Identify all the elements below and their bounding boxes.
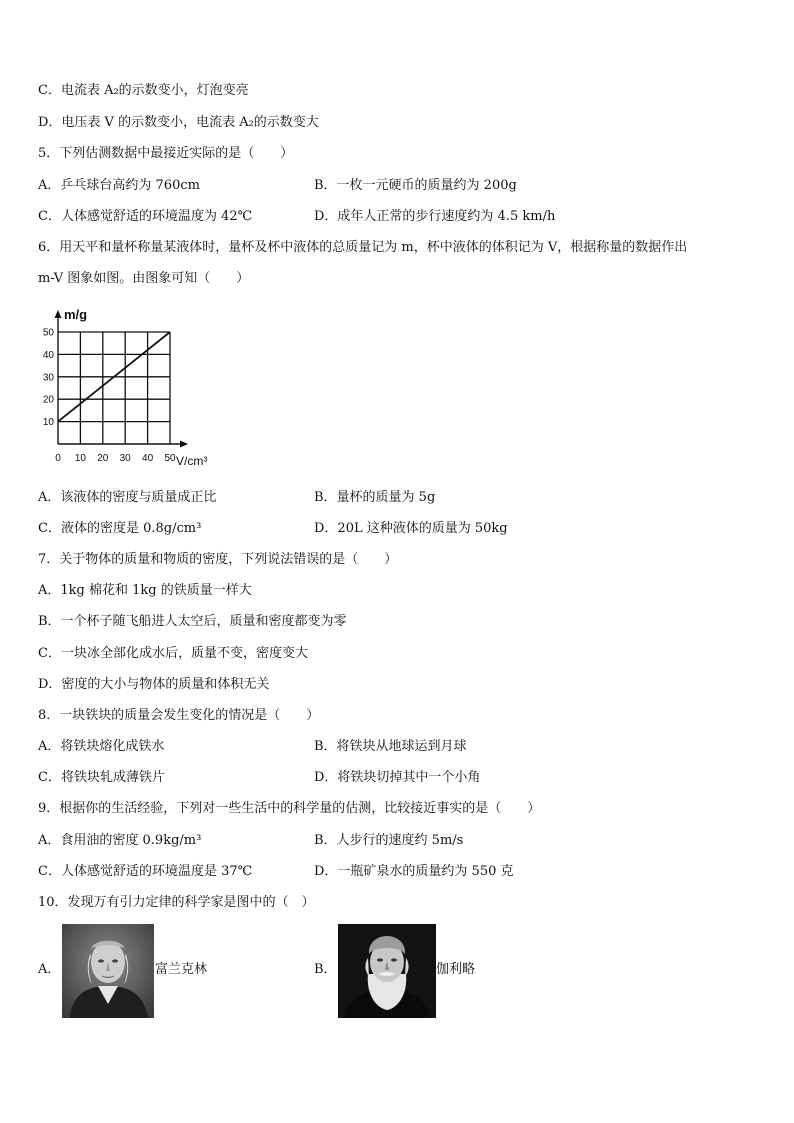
q10-option-b-name: 伽利略 — [436, 962, 476, 977]
q7-option-a: A．1kg 棉花和 1kg 的铁质量一样大 — [38, 583, 252, 598]
q10-option-a-letter: A． — [38, 962, 61, 977]
q5-stem: 5．下列估测数据中最接近实际的是（ ） — [38, 146, 294, 161]
x-tick-label: 10 — [74, 453, 86, 464]
q7-option-b: B．一个杯子随飞船进人太空后，质量和密度都变为零 — [38, 614, 347, 629]
q9-option-b: B．人步行的速度约 5m/s — [314, 833, 464, 848]
x-tick-label: 40 — [142, 453, 154, 464]
q6-option-a: A．该液体的密度与质量成正比 — [38, 490, 217, 505]
x-tick-label: 0 — [55, 453, 61, 464]
q10-option-a-name: 富兰克林 — [155, 962, 208, 977]
q8-option-c: C．将铁块轧成薄铁片 — [38, 770, 165, 785]
q9-option-d: D．一瓶矿泉水的质量约为 550 克 — [314, 864, 514, 879]
y-tick-label: 20 — [42, 394, 54, 406]
q9-option-a: A．食用油的密度 0.9kg/m³ — [38, 833, 202, 848]
graph-grid — [58, 332, 170, 444]
q9-stem: 9．根据你的生活经验，下列对一些生活中的科学量的估测，比较接近事实的是（ ） — [38, 801, 541, 816]
mv-graph — [36, 306, 226, 468]
q6-option-c: C．液体的密度是 0.8g/cm³ — [38, 521, 202, 536]
x-axis-label: V/cm³ — [176, 454, 208, 468]
y-axis-arrow — [55, 310, 62, 318]
y-tick-label: 10 — [42, 417, 54, 429]
q5-option-c: C．人体感觉舒适的环境温度为 42℃ — [38, 209, 253, 224]
q8-stem: 8．一块铁块的质量会发生变化的情况是（ ） — [38, 708, 320, 723]
q8-option-b: B．将铁块从地球运到月球 — [314, 739, 467, 754]
q7-option-c: C．一块冰全部化成水后，质量不变，密度变大 — [38, 646, 308, 661]
x-axis-arrow — [180, 441, 188, 448]
q9-option-c: C．人体感觉舒适的环境温度是 37℃ — [38, 864, 253, 879]
q5-option-b: B．一枚一元硬币的质量约为 200g — [314, 178, 517, 193]
x-tick-label: 50 — [164, 453, 176, 464]
q6-option-b: B．量杯的质量为 5g — [314, 490, 436, 505]
q8-option-a: A．将铁块熔化成铁水 — [38, 739, 165, 754]
q4-option-d: D．电压表 V 的示数变小，电流表 A₂的示数变大 — [38, 115, 319, 130]
y-tick-label: 50 — [42, 327, 54, 339]
y-axis-label: m/g — [64, 307, 88, 322]
x-tick-label: 20 — [97, 453, 109, 464]
q8-option-d: D．将铁块切掉其中一个小角 — [314, 770, 481, 785]
q4-option-c: C．电流表 A₂的示数变小，灯泡变亮 — [38, 83, 249, 98]
q10-option-b-letter: B． — [314, 962, 337, 977]
q5-option-a: A．乒乓球台高约为 760cm — [38, 178, 200, 193]
q7-stem: 7．关于物体的质量和物质的密度，下列说法错误的是（ ） — [38, 552, 398, 567]
galileo-portrait — [338, 924, 436, 1018]
q10-stem: 10．发现万有引力定律的科学家是图中的（ ） — [38, 895, 315, 910]
x-tick-label: 30 — [119, 453, 131, 464]
q6-stem-line1: 6．用天平和量杯称量某液体时，量杯及杯中液体的总质量记为 m，杯中液体的体积记为 V，根据称量的数据作出 — [38, 240, 688, 255]
y-tick-label: 30 — [42, 372, 54, 384]
graph-axes — [55, 310, 189, 448]
q6-option-d: D．20L 这种液体的质量为 50kg — [314, 521, 508, 536]
q6-stem-line2: m-V 图象如图。由图象可知（ ） — [38, 271, 250, 286]
q7-option-d: D．密度的大小与物体的质量和体积无关 — [38, 677, 270, 692]
y-tick-label: 40 — [42, 349, 54, 361]
q5-option-d: D．成年人正常的步行速度约为 4.5 km/h — [314, 209, 556, 224]
franklin-portrait — [62, 924, 154, 1018]
